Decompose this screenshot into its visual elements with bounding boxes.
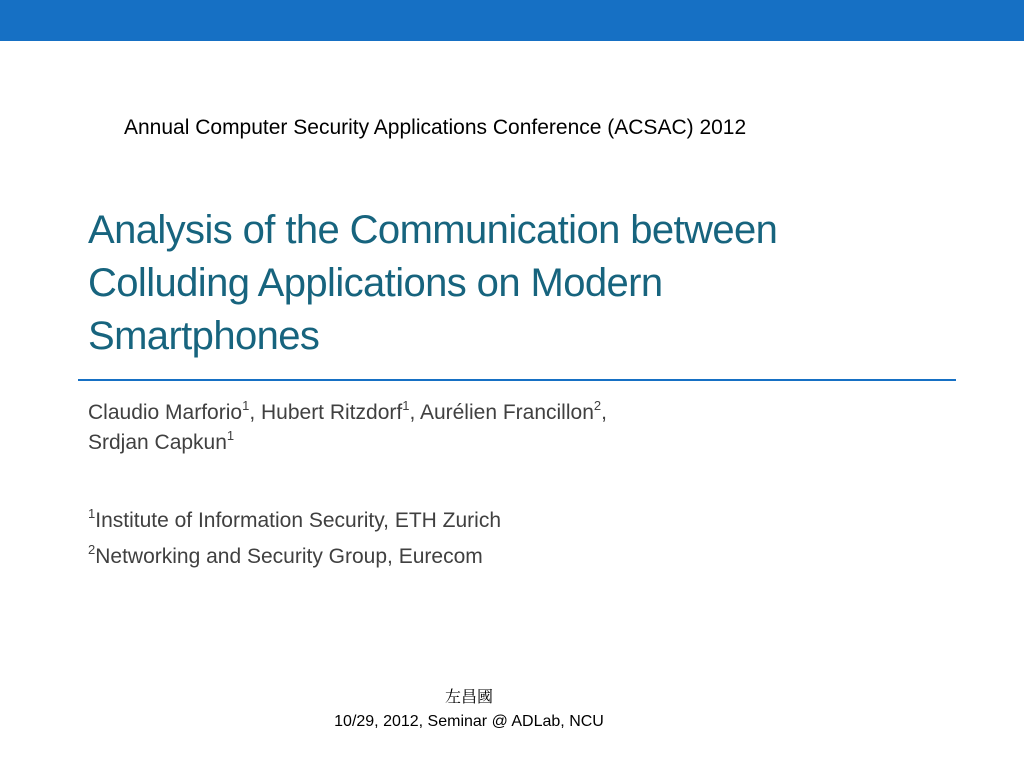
author-affiliation-mark: 1 <box>226 428 235 443</box>
conference-name: Annual Computer Security Applications Conference (ACSAC) 2012 <box>124 116 747 139</box>
top-accent-bar <box>0 0 1024 41</box>
affiliation-text: Institute of Information Security, ETH Zurich <box>95 509 501 532</box>
affiliation-text: Networking and Security Group, Eurecom <box>95 545 483 568</box>
author-line-2 <box>88 428 607 458</box>
presenter-name: 左昌國 <box>444 689 493 706</box>
author-affiliation-mark: 2 <box>593 398 602 413</box>
title-line-1: Analysis of the Communication between <box>88 208 778 252</box>
affiliation-list <box>88 503 501 575</box>
author-name: Aurélien Francillon <box>419 401 594 424</box>
presentation-event: 10/29, 2012, Seminar @ ADLab, NCU <box>334 713 604 730</box>
affiliation-item <box>88 539 501 575</box>
author-separator: , <box>409 401 420 424</box>
author-separator: , <box>601 401 607 424</box>
presenter-info <box>0 686 938 734</box>
title-line-2: Colluding Applications on Modern <box>88 261 663 305</box>
author-affiliation-mark: 1 <box>402 398 410 413</box>
author-name: Claudio Marforio <box>88 401 243 424</box>
affiliation-mark: 1 <box>88 506 96 521</box>
author-name: Hubert Ritzdorf <box>260 401 403 424</box>
author-affiliation-mark: 1 <box>242 398 250 413</box>
title-divider <box>78 379 956 381</box>
author-list <box>88 398 607 458</box>
author-line-1 <box>88 398 607 428</box>
affiliation-item <box>88 503 501 539</box>
author-separator: , <box>249 401 261 424</box>
affiliation-mark: 2 <box>88 542 96 557</box>
title-line-3: Smartphones <box>88 314 320 358</box>
author-name: Srdjan Capkun <box>88 431 227 454</box>
slide-title <box>88 204 948 363</box>
